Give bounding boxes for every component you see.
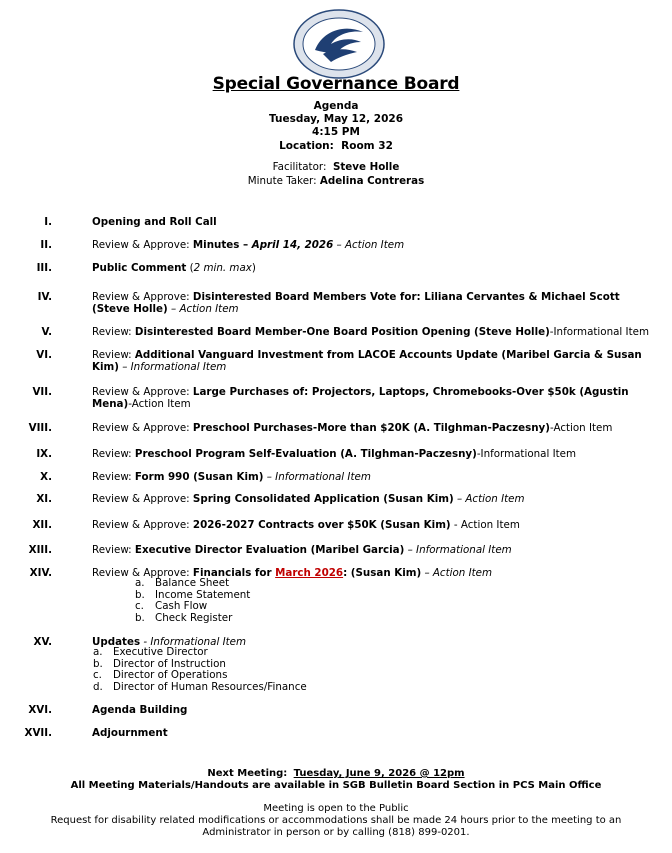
materials-note: All Meeting Materials/Handouts are available in SGB Bulletin Board Section in PCS Main Office — [70, 780, 602, 791]
item-text: Public Comment (2 min. max) — [92, 262, 256, 274]
item-number: I. — [44, 216, 52, 228]
item-number: XII. — [32, 519, 52, 531]
public-notice: Meeting is open to the Public — [263, 803, 409, 814]
item-text: Review & Approve: Preschool Purchases-More than $20K (A. Tilghman-Paczesny)-Action Item — [92, 422, 613, 434]
item-number: XVII. — [24, 727, 52, 739]
sub-item: b. Income Statement — [135, 588, 251, 601]
item-text: Review & Approve: 2026-2027 Contracts over $50K (Susan Kim) - Action Item — [92, 519, 520, 531]
school-seal-logo — [293, 8, 385, 80]
financials-sublist — [135, 578, 250, 624]
item-number: V. — [41, 326, 52, 338]
item-text: Updates - Informational Item — [92, 636, 247, 648]
item-text: Review: Executive Director Evaluation (Maribel Garcia) – Informational Item — [92, 544, 512, 556]
sub-item: a. Executive Director — [93, 646, 208, 658]
meeting-time: 4:15 PM — [312, 126, 360, 138]
sub-item: d. Director of Human Resources/Finance — [93, 680, 307, 693]
sub-item: b. Director of Instruction — [93, 657, 226, 670]
item-text: Review: Form 990 (Susan Kim) – Informational Item — [92, 471, 371, 483]
item-text: Adjournment — [92, 727, 168, 739]
item-text: Review & Approve: Minutes – April 14, 2026 – Action Item — [92, 239, 405, 251]
agenda-label: Agenda — [313, 100, 359, 112]
board-title: Special Governance Board — [212, 74, 460, 94]
item-number: XI. — [36, 493, 52, 505]
item-number: XV. — [33, 636, 52, 648]
item-number: IV. — [37, 291, 52, 303]
item-text: Review: Preschool Program Self-Evaluation (A. Tilghman-Paczesny)-Informational Item — [92, 448, 577, 460]
sub-item: c. Director of Operations — [93, 669, 228, 681]
sub-item: b. Check Register — [135, 611, 233, 624]
item-text: Review: Additional Vanguard Investment from LACOE Accounts Update (Maribel Garcia & Susan Kim) – Informational Item — [92, 349, 642, 373]
item-text: Review & Approve: Spring Consolidated Application (Susan Kim) – Action Item — [92, 493, 525, 505]
updates-sublist — [93, 647, 307, 693]
item-number: XIII. — [28, 544, 52, 556]
meeting-location: Location: Room 32 — [279, 140, 393, 152]
item-text: Review & Approve: Large Purchases of: Projectors, Laptops, Chromebooks-Over $50k (Agustin Mena)-Action Item — [92, 386, 629, 410]
minute-taker: Minute Taker: Adelina Contreras — [247, 175, 425, 187]
item-number: XIV. — [29, 567, 52, 579]
item-text: Review & Approve: Financials for March 2026: (Susan Kim) – Action Item — [92, 567, 493, 579]
item-text: Opening and Roll Call — [92, 216, 217, 228]
item-number: II. — [40, 239, 52, 251]
item-number: X. — [40, 471, 52, 483]
meeting-date: Tuesday, May 12, 2026 — [269, 113, 403, 125]
item-number: IX. — [36, 448, 52, 460]
item-text: Review & Approve: Disinterested Board Members Vote for: Liliana Cervantes & Michael Scott (Steve Holle) – Action Item — [92, 291, 620, 315]
next-meeting: Next Meeting: Tuesday, June 9, 2026 @ 12pm — [207, 768, 465, 779]
item-text: Agenda Building — [92, 704, 188, 716]
item-number: VI. — [36, 349, 52, 361]
sub-item: c. Cash Flow — [135, 600, 208, 612]
facilitator: Facilitator: Steve Holle — [272, 161, 400, 173]
sub-item: a. Balance Sheet — [135, 577, 230, 589]
item-number: VII. — [32, 386, 52, 398]
item-number: VIII. — [28, 422, 52, 434]
item-number: III. — [36, 262, 52, 274]
disability-notice: Request for disability related modifications or accommodations shall be made 24 hours prior to the meeting to an Administrator in person or by calling (818) 899-0201. — [50, 815, 622, 838]
item-number: XVI. — [28, 704, 52, 716]
item-text: Review: Disinterested Board Member-One Board Position Opening (Steve Holle)-Informational Item — [92, 326, 649, 338]
